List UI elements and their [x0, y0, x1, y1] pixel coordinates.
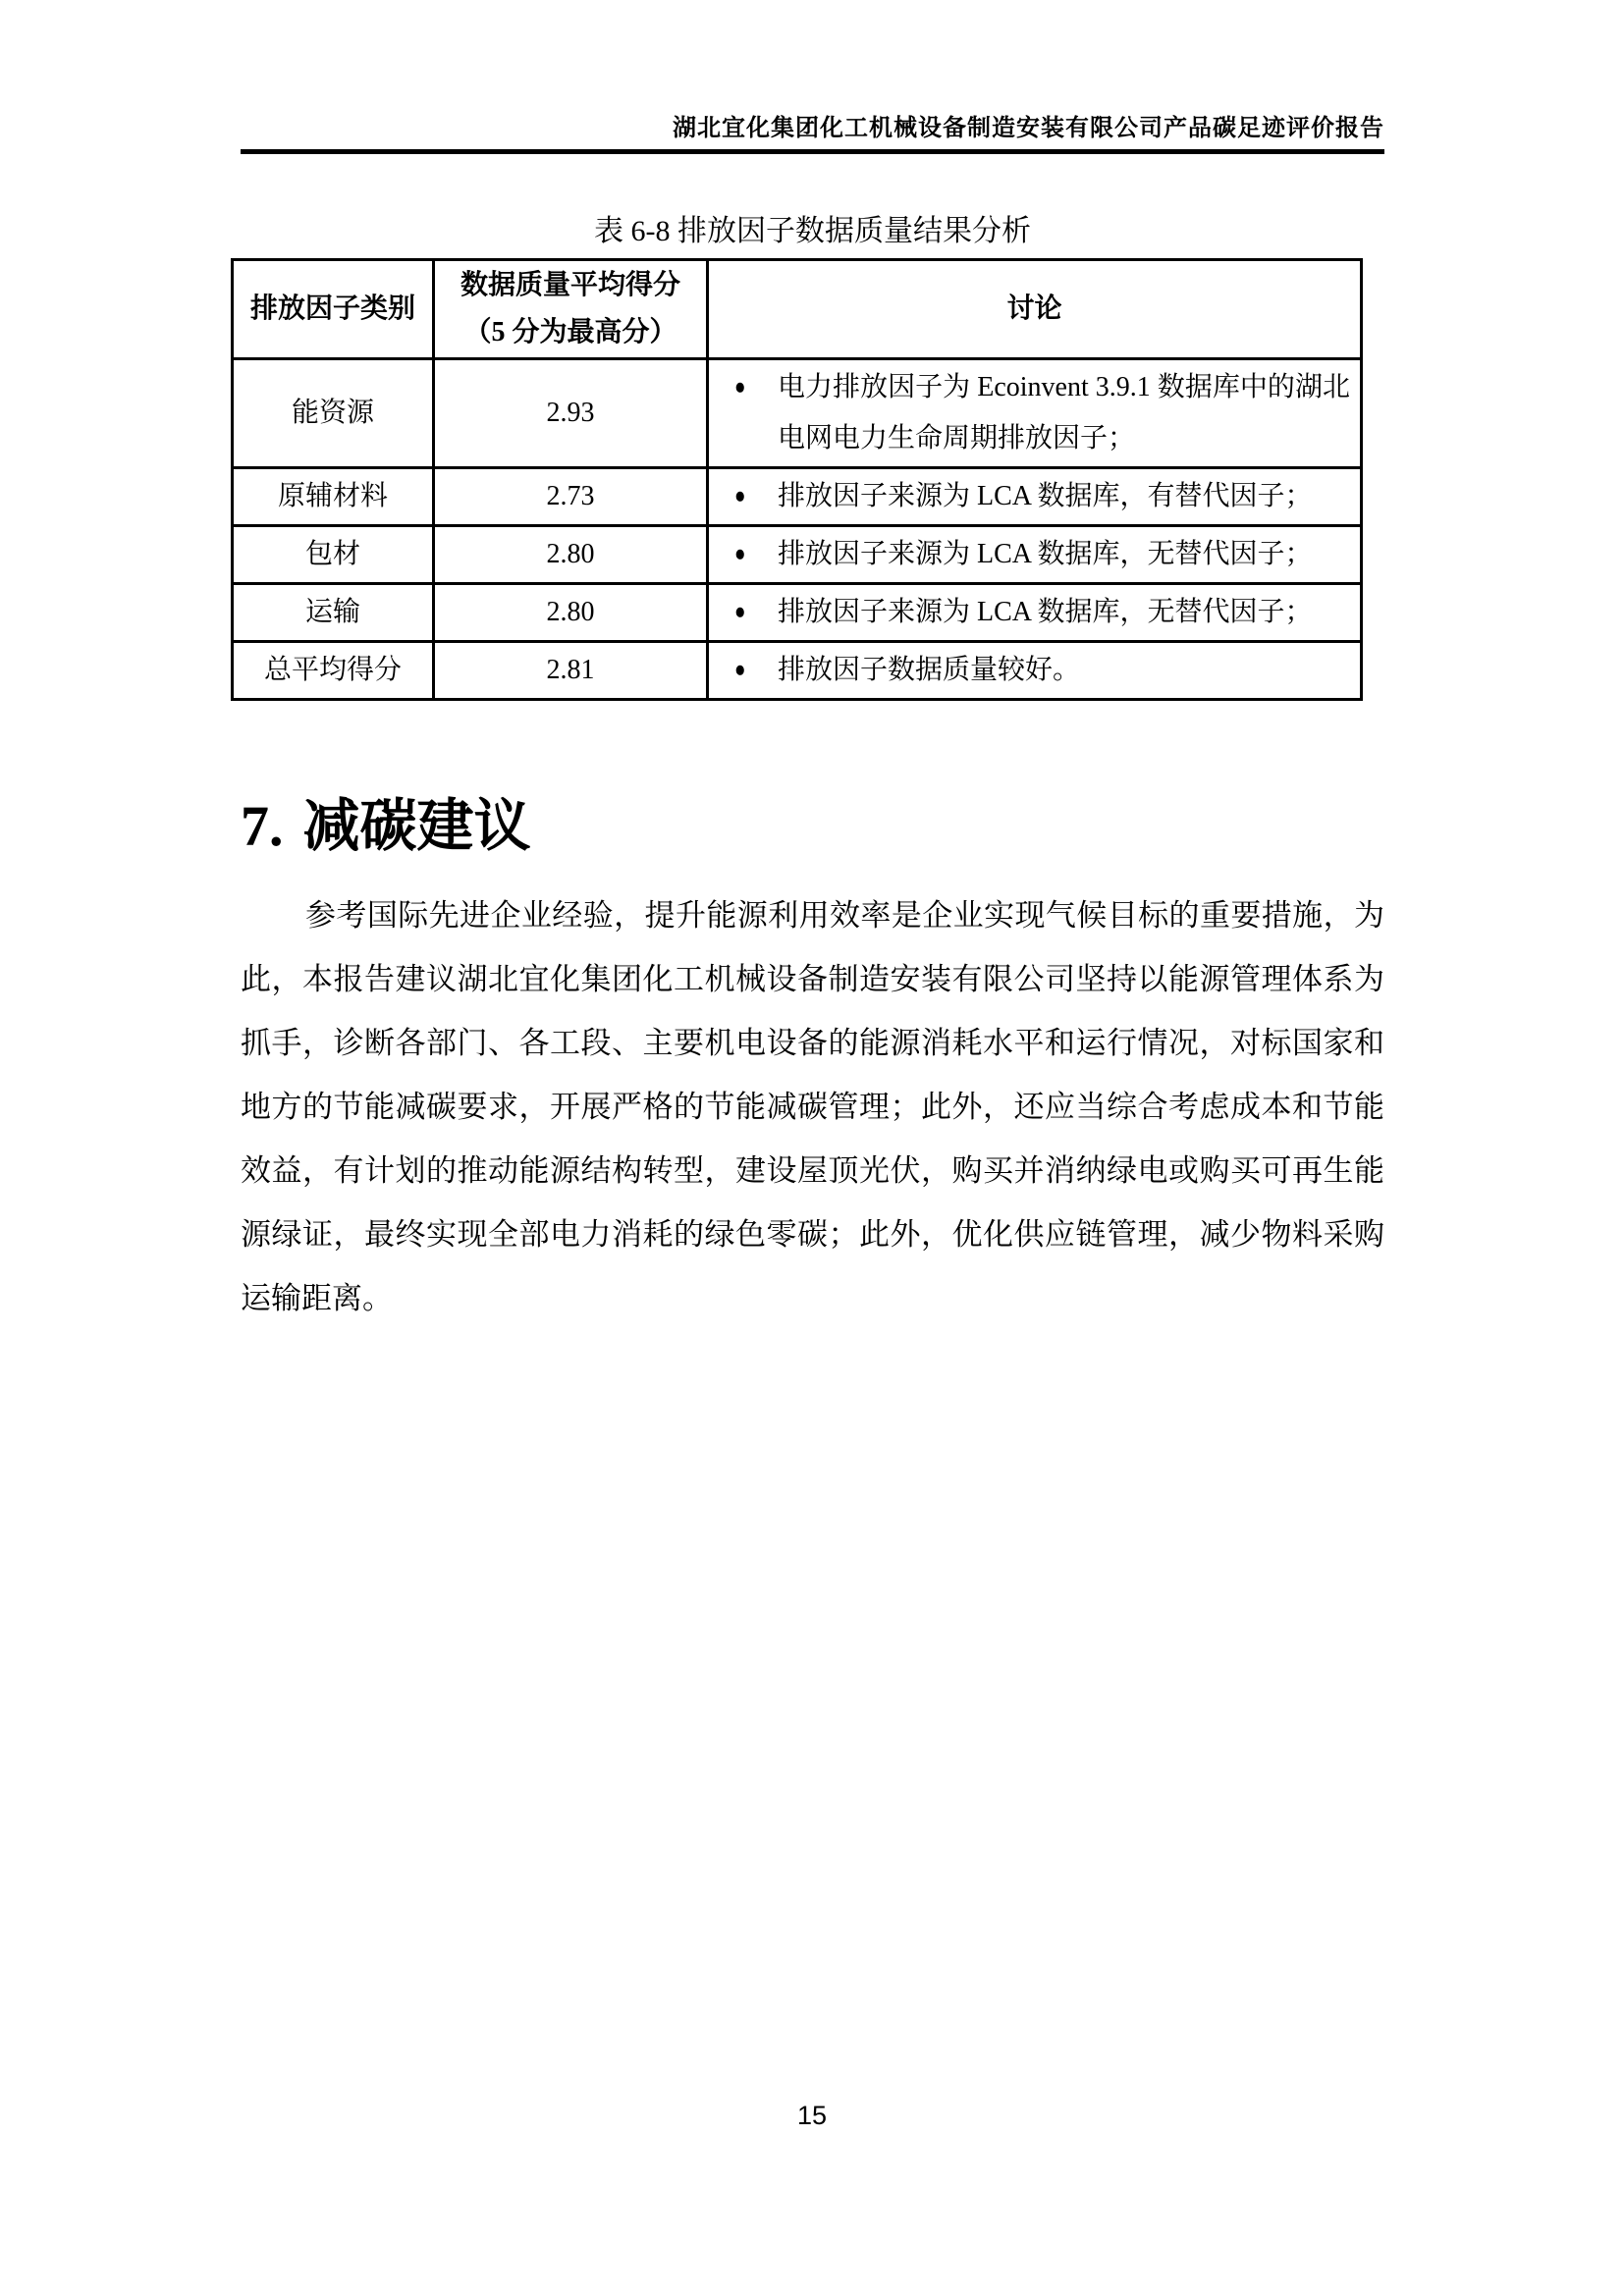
table-body	[233, 359, 1362, 700]
bullet-icon: ●	[734, 541, 746, 567]
table-row	[233, 642, 1362, 700]
page-number: 15	[796, 2101, 828, 2130]
section-heading-text: 减碳建议	[302, 794, 531, 858]
discussion-cell	[708, 584, 1362, 642]
bullet-icon: ●	[734, 599, 746, 625]
table-row	[233, 526, 1362, 584]
discussion-cell	[708, 642, 1362, 700]
table-header-row	[233, 260, 1362, 359]
discussion-item	[709, 643, 1360, 698]
emission-factor-quality-table	[231, 258, 1363, 701]
col-header-score	[434, 260, 708, 359]
discussion-item	[709, 469, 1360, 524]
score-cell: 2.80	[434, 526, 708, 584]
col-header-discussion: 讨论	[708, 260, 1362, 359]
discussion-text: 排放因子来源为 LCA 数据库，无替代因子；	[778, 597, 1313, 627]
discussion-item	[709, 585, 1360, 640]
score-cell: 2.93	[434, 359, 708, 468]
score-cell: 2.73	[434, 468, 708, 526]
table-row	[233, 584, 1362, 642]
discussion-cell	[708, 359, 1362, 468]
score-cell: 2.80	[434, 584, 708, 642]
table-row	[233, 468, 1362, 526]
discussion-text: 电力排放因子为 Ecoinvent 3.9.1 数据库中的湖北电网电力生命周期排放因子；	[778, 372, 1350, 454]
col-header-score-line2: （5 分为最高分）	[463, 317, 677, 347]
category-cell: 总平均得分	[233, 642, 434, 700]
discussion-text: 排放因子来源为 LCA 数据库，无替代因子；	[778, 539, 1313, 569]
table-row	[233, 359, 1362, 468]
section-heading-number: 7.	[241, 794, 284, 858]
discussion-cell	[708, 468, 1362, 526]
bullet-icon: ●	[734, 374, 746, 400]
category-cell: 原辅材料	[233, 468, 434, 526]
category-cell: 能资源	[233, 359, 434, 468]
discussion-item	[709, 360, 1360, 466]
discussion-text: 排放因子数据质量较好。	[778, 655, 1081, 685]
bullet-icon: ●	[734, 483, 746, 509]
discussion-item	[709, 527, 1360, 582]
table-header	[233, 260, 1362, 359]
running-header-title: 湖北宜化集团化工机械设备制造安装有限公司产品碳足迹评价报告	[673, 116, 1384, 141]
col-header-category: 排放因子类别	[233, 260, 434, 359]
discussion-text: 排放因子来源为 LCA 数据库，有替代因子；	[778, 481, 1313, 511]
col-header-score-line1: 数据质量平均得分	[460, 270, 680, 300]
category-cell: 运输	[233, 584, 434, 642]
running-header	[241, 0, 1384, 143]
section-heading	[241, 795, 1384, 858]
table-caption: 表 6-8 排放因子数据质量结果分析	[594, 215, 1031, 247]
score-cell: 2.81	[434, 642, 708, 700]
body-paragraph: 参考国际先进企业经验，提升能源利用效率是企业实现气候目标的重要措施，为此，本报告建议湖北宜化集团化工机械设备制造安装有限公司坚持以能源管理体系为抓手，诊断各部门、各工段、主要机电设备的能源消耗水平和运行情况，对标国家和地方的节能减碳要求，开展严格的节能减碳管理；此外，还应当综合考虑成本和节能效益，有计划的推动能源结构转型，建设屋顶光伏，购买并消纳绿电或购买可再生能源绿证，最终实现全部电力消耗的绿色零碳；此外，优化供应链管理，减少物料采购运输距离。	[241, 898, 1384, 1315]
bullet-icon: ●	[734, 657, 746, 683]
discussion-cell	[708, 526, 1362, 584]
category-cell: 包材	[233, 526, 434, 584]
header-rule	[241, 149, 1384, 154]
